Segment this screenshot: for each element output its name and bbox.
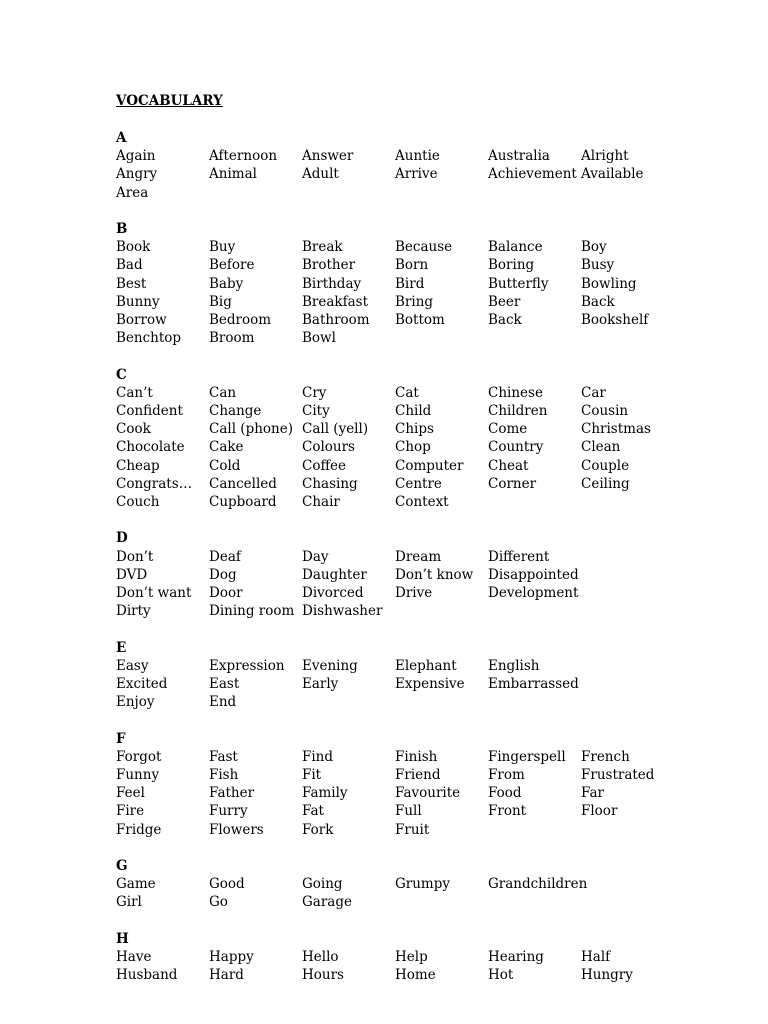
vocabulary-word: Context [395, 494, 449, 510]
vocabulary-word: Boring [488, 257, 535, 274]
vocabulary-word: Elephant [395, 657, 457, 674]
vocabulary-word: Bad [116, 257, 143, 274]
vocabulary-word: Garage [302, 894, 352, 911]
vocabulary-word: Australia [488, 148, 550, 165]
vocabulary-word: Back [581, 293, 615, 310]
vocabulary-word: Excited [116, 676, 168, 692]
vocabulary-word: Dishwasher [302, 603, 383, 620]
vocabulary-word: French [581, 748, 630, 765]
vocabulary-word: Afternoon [209, 148, 278, 165]
vocabulary-word: Hungry [581, 967, 633, 984]
vocabulary-word: Call (yell) [302, 421, 369, 438]
vocabulary-word: Husband [116, 967, 178, 984]
vocabulary-word: Chocolate [116, 439, 185, 456]
vocabulary-word: Expression [209, 657, 285, 674]
vocabulary-word: Hearing [488, 949, 544, 965]
vocabulary-word: Country [488, 439, 544, 456]
vocabulary-word: Corner [488, 475, 537, 492]
vocabulary-word: Funny [116, 767, 160, 783]
vocabulary-word: Bring [395, 293, 434, 310]
vocabulary-word: Enjoy [116, 694, 155, 711]
vocabulary-word: Angry [116, 166, 158, 183]
vocabulary-word: Different [488, 548, 550, 565]
section-letter-c: C [116, 366, 127, 383]
vocabulary-word: Grandchildren [488, 876, 588, 893]
vocabulary-word: Food [488, 785, 522, 802]
vocabulary-word: Break [302, 239, 343, 256]
vocabulary-word: Cupboard [209, 494, 277, 510]
vocabulary-word: Find [302, 748, 334, 765]
vocabulary-word: Go [209, 894, 228, 911]
vocabulary-word: Dirty [116, 603, 151, 620]
vocabulary-word: Hot [488, 967, 514, 984]
vocabulary-word: Confident [116, 403, 183, 419]
vocabulary-word: Animal [209, 166, 257, 183]
vocabulary-word: Going [302, 876, 343, 893]
vocabulary-word: Cheap [116, 457, 160, 474]
vocabulary-word: Computer [395, 457, 464, 474]
vocabulary-word: Busy [581, 257, 615, 274]
vocabulary-word: Finish [395, 748, 438, 765]
vocabulary-word: Happy [209, 949, 254, 965]
vocabulary-word: Back [488, 312, 522, 328]
vocabulary-word: Dining room [209, 603, 295, 620]
vocabulary-word: Alright [581, 148, 629, 165]
vocabulary-word: DVD [116, 566, 148, 583]
vocabulary-word: Door [209, 585, 243, 601]
vocabulary-word: Fat [302, 803, 324, 820]
vocabulary-word: Cousin [581, 403, 629, 419]
vocabulary-word: Born [395, 257, 429, 274]
vocabulary-word: Baby [209, 275, 244, 292]
vocabulary-word: Boy [581, 239, 607, 256]
vocabulary-word: Front [488, 803, 527, 820]
vocabulary-word: Fast [209, 748, 238, 765]
vocabulary-word: Flowers [209, 821, 264, 838]
vocabulary-word: Have [116, 949, 152, 965]
section-letter-b: B [116, 221, 128, 237]
vocabulary-word: Easy [116, 657, 149, 674]
vocabulary-word: Best [116, 275, 147, 292]
vocabulary-word: Floor [581, 803, 618, 820]
vocabulary-word: Birthday [302, 275, 362, 292]
vocabulary-word: Bathroom [302, 312, 370, 328]
vocabulary-word: Beer [488, 293, 521, 310]
vocabulary-word: Father [209, 785, 255, 802]
vocabulary-word: Favourite [395, 785, 461, 802]
vocabulary-word: Deaf [209, 548, 241, 565]
vocabulary-word: East [209, 676, 240, 692]
vocabulary-word: Chair [302, 494, 340, 510]
vocabulary-word: Fit [302, 767, 322, 783]
vocabulary-word: Cat [395, 384, 419, 401]
vocabulary-word: Disappointed [488, 566, 579, 583]
vocabulary-word: Girl [116, 894, 142, 911]
vocabulary-word: Day [302, 548, 329, 565]
vocabulary-word: Bottom [395, 312, 445, 328]
vocabulary-word: Divorced [302, 585, 364, 601]
vocabulary-word: Family [302, 785, 348, 802]
vocabulary-word: Half [581, 949, 611, 965]
vocabulary-word: Child [395, 403, 432, 419]
vocabulary-word: Full [395, 803, 422, 820]
vocabulary-word: Help [395, 949, 428, 965]
vocabulary-word: Early [302, 676, 339, 692]
vocabulary-word: Chips [395, 421, 434, 438]
vocabulary-word: Cry [302, 384, 327, 401]
vocabulary-word: Arrive [395, 166, 438, 183]
section-letter-h: H [116, 930, 129, 947]
vocabulary-word: Bowling [581, 275, 637, 292]
vocabulary-word: Fridge [116, 821, 162, 838]
vocabulary-word: Grumpy [395, 876, 451, 893]
vocabulary-word: Again [116, 148, 156, 165]
vocabulary-word: Friend [395, 767, 441, 783]
vocabulary-word: Bookshelf [581, 312, 649, 328]
vocabulary-word: Balance [488, 239, 543, 256]
vocabulary-word: Broom [209, 330, 255, 347]
vocabulary-word: Fruit [395, 821, 430, 838]
vocabulary-word: Fingerspell [488, 748, 566, 765]
vocabulary-word: Brother [302, 257, 356, 274]
vocabulary-word: Can’t [116, 384, 153, 401]
vocabulary-word: Cancelled [209, 475, 277, 492]
vocabulary-word: Don’t [116, 548, 154, 565]
vocabulary-word: Daughter [302, 566, 367, 583]
vocabulary-word: Dog [209, 566, 237, 583]
vocabulary-word: Call (phone) [209, 421, 293, 438]
vocabulary-word: English [488, 657, 540, 674]
vocabulary-word: Hours [302, 967, 344, 984]
vocabulary-word: Can [209, 384, 237, 401]
vocabulary-word: Development [488, 585, 579, 601]
vocabulary-word: Bunny [116, 293, 160, 310]
vocabulary-word: Good [209, 876, 245, 893]
vocabulary-word: Auntie [395, 148, 440, 165]
vocabulary-word: Adult [302, 166, 339, 183]
vocabulary-word: Bedroom [209, 312, 272, 328]
vocabulary-word: Chop [395, 439, 431, 456]
vocabulary-word: Breakfast [302, 293, 368, 310]
vocabulary-word: Christmas [581, 421, 651, 438]
page-title: VOCABULARY [116, 93, 223, 109]
vocabulary-word: Congrats… [116, 475, 193, 492]
vocabulary-word: Cold [209, 457, 241, 474]
vocabulary-word: Fire [116, 803, 145, 820]
vocabulary-word: Coffee [302, 457, 347, 474]
vocabulary-word: Because [395, 239, 453, 256]
section-letter-e: E [116, 639, 127, 656]
vocabulary-word: Achievement [488, 166, 577, 183]
vocabulary-word: Couple [581, 457, 630, 474]
vocabulary-word: Butterfly [488, 275, 549, 292]
vocabulary-word: Chasing [302, 475, 358, 492]
vocabulary-word: Frustrated [581, 767, 655, 783]
vocabulary-word: Come [488, 421, 528, 438]
vocabulary-word: Hello [302, 949, 339, 965]
vocabulary-word: Evening [302, 657, 358, 674]
vocabulary-word: Benchtop [116, 330, 182, 347]
vocabulary-word: Fish [209, 767, 239, 783]
vocabulary-word: Before [209, 257, 255, 274]
vocabulary-word: Don’t want [116, 585, 192, 601]
vocabulary-word: Cheat [488, 457, 529, 474]
vocabulary-word: Children [488, 403, 548, 419]
vocabulary-word: From [488, 767, 525, 783]
vocabulary-word: Embarrassed [488, 676, 579, 692]
vocabulary-word: Buy [209, 239, 236, 256]
vocabulary-word: Don’t know [395, 566, 474, 583]
vocabulary-word: Change [209, 403, 262, 419]
vocabulary-word: City [302, 403, 330, 419]
section-letter-g: G [116, 858, 128, 874]
vocabulary-word: Fork [302, 821, 334, 838]
vocabulary-word: Bowl [302, 330, 336, 347]
vocabulary-word: Dream [395, 548, 442, 565]
vocabulary-word: Big [209, 293, 232, 310]
vocabulary-word: Home [395, 967, 436, 984]
vocabulary-word: Cake [209, 439, 244, 456]
vocabulary-word: Available [581, 166, 644, 183]
section-letter-f: F [116, 730, 126, 747]
section-letter-d: D [116, 530, 128, 547]
vocabulary-word: Game [116, 876, 156, 893]
vocabulary-word: Couch [116, 494, 160, 510]
vocabulary-word: Car [581, 384, 606, 401]
vocabulary-word: Cook [116, 421, 151, 438]
vocabulary-word: Bird [395, 275, 425, 292]
vocabulary-word: Borrow [116, 312, 167, 328]
vocabulary-word: Clean [581, 439, 621, 456]
vocabulary-word: Centre [395, 475, 442, 492]
vocabulary-word: Forgot [116, 748, 162, 765]
vocabulary-word: Drive [395, 585, 433, 601]
vocabulary-word: Ceiling [581, 475, 630, 492]
vocabulary-word: Book [116, 239, 151, 256]
vocabulary-word: End [209, 694, 237, 711]
vocabulary-word: Answer [302, 148, 354, 165]
vocabulary-word: Area [116, 184, 149, 201]
vocabulary-word: Hard [209, 967, 244, 984]
vocabulary-word: Far [581, 785, 604, 802]
vocabulary-word: Expensive [395, 676, 465, 692]
vocabulary-word: Furry [209, 803, 248, 820]
vocabulary-word: Chinese [488, 384, 543, 401]
section-letter-a: A [116, 130, 127, 146]
vocabulary-word: Feel [116, 785, 145, 802]
vocabulary-word: Colours [302, 439, 355, 456]
